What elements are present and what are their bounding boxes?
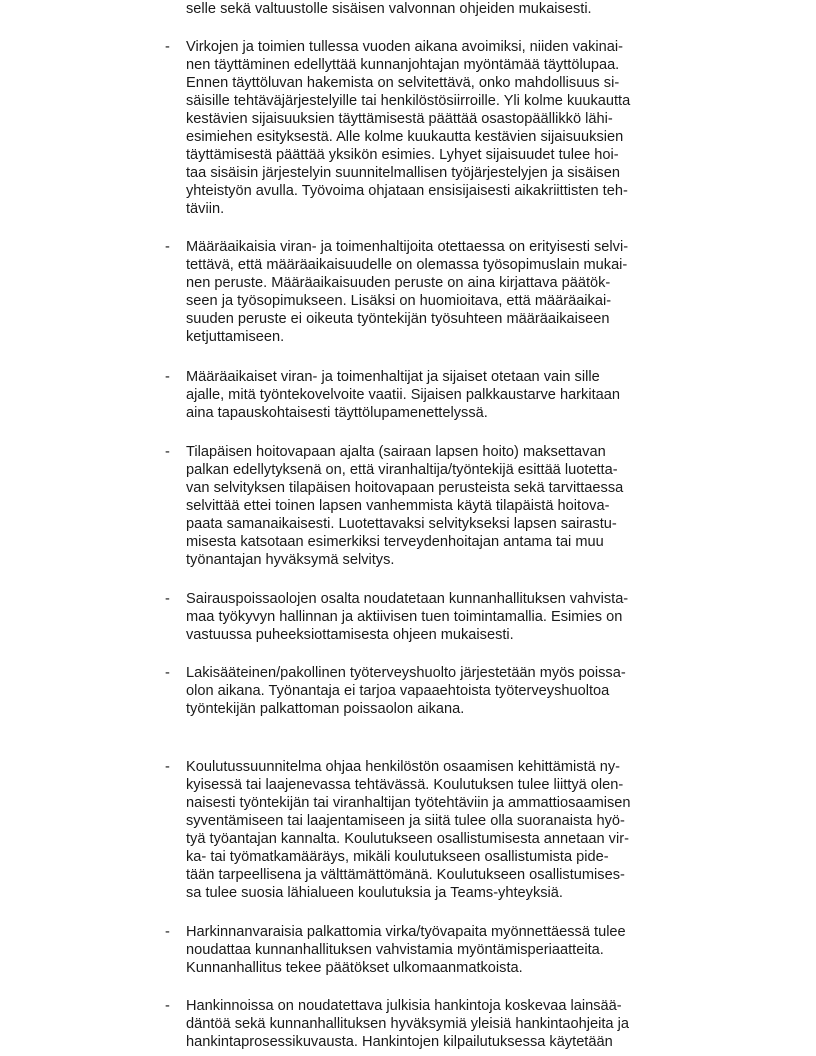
text-line: Virkojen ja toimien tullessa vuoden aikana avoimiksi, niiden vakinai- — [186, 39, 623, 55]
text-line: ketjuttamiseen. — [186, 329, 285, 345]
text-line: suuden peruste ei oikeuta työntekijän työsuhteen määräaikaiseen — [186, 311, 610, 327]
text-line: Kunnanhallitus tekee päätökset ulkomaanmatkoista. — [186, 960, 523, 976]
text-line: nen peruste. Määräaikaisuuden peruste on aina kirjattava päätök- — [186, 275, 611, 291]
paragraph-text — [186, 0, 686, 18]
text-line: tettävä, että määräaikaisuudelle on olemassa työsopimuslain mukai- — [186, 257, 628, 273]
list-item-text — [186, 443, 686, 569]
text-line: tään tarpeellisena ja välttämättömänä. Koulutukseen osallistumises- — [186, 867, 625, 883]
list-item-text — [186, 997, 686, 1051]
text-line: selle sekä valtuustolle sisäisen valvonnan ohjeiden mukaisesti. — [186, 1, 592, 17]
text-line: Lakisääteinen/pakollinen työterveyshuolto järjestetään myös poissa- — [186, 665, 626, 681]
text-line: olon aikana. Työnantaja ei tarjoa vapaaehtoista työterveyshuoltoa — [186, 683, 610, 699]
text-line: syventämiseen tai laajentamiseen ja siitä tulee olla suoranaista hyö- — [186, 813, 625, 829]
list-item-text — [186, 590, 686, 644]
list-item-text — [186, 664, 686, 718]
text-line: Ennen täyttöluvan hakemista on selvitettävä, onko mahdollisuus si- — [186, 75, 620, 91]
text-line: aina tapauskohtaisesti täyttölupamenettelyssä. — [186, 405, 488, 421]
text-line: Tilapäisen hoitovapaan ajalta (sairaan lapsen hoito) maksettavan — [186, 444, 606, 460]
text-line: misesta katsotaan esimerkiksi terveydenhoitajan antama tai muu — [186, 534, 604, 550]
text-line: yhteistyön avulla. Työvoima ohjataan ensisijaisesti aikakriittisten teh- — [186, 183, 628, 199]
bullet-dash: - — [165, 759, 170, 775]
text-line: selvittää ettei toinen lapsen vanhemmista käytä tilapäistä hoitova- — [186, 498, 610, 514]
text-line: työnantajan hyväksymä selvitys. — [186, 552, 395, 568]
bullet-dash: - — [165, 239, 170, 255]
list-item-text — [186, 238, 686, 346]
list-item-text — [186, 923, 686, 977]
text-line: ajalle, mitä työntekovelvoite vaatii. Sijaisen palkkaustarve harkitaan — [186, 387, 620, 403]
list-item-text — [186, 368, 686, 422]
text-line: palkan edellytyksenä on, että viranhaltija/työntekijä esittää luotetta- — [186, 462, 618, 478]
text-line: Harkinnanvaraisia palkattomia virka/työvapaita myönnettäessä tulee — [186, 924, 626, 940]
text-line: Koulutussuunnitelma ohjaa henkilöstön osaamisen kehittämistä ny- — [186, 759, 621, 775]
text-line: ka- tai työmatkamääräys, mikäli koulutukseen osallistumista pide- — [186, 849, 609, 865]
text-line: Määräaikaiset viran- ja toimenhaltijat ja sijaiset otetaan vain sille — [186, 369, 600, 385]
bullet-dash: - — [165, 665, 170, 681]
text-line: Määräaikaisia viran- ja toimenhaltijoita otettaessa on erityisesti selvi- — [186, 239, 629, 255]
text-line: naisesti työntekijän tai viranhaltijan työtehtäviin ja ammattiosaamisen — [186, 795, 631, 811]
text-line: taa sisäisin järjestelyin suunnitelmallisen työjärjestelyjen ja sisäisen — [186, 165, 620, 181]
text-line: kyisessä tai laajenevassa tehtävässä. Koulutuksen tulee liittyä olen- — [186, 777, 624, 793]
text-line: vastuussa puheeksiottamisesta ohjeen mukaisesti. — [186, 627, 514, 643]
text-line: seen ja työsopimukseen. Lisäksi on huomioitava, että määräaikai- — [186, 293, 612, 309]
text-line: täviin. — [186, 201, 225, 217]
text-line: Sairauspoissaolojen osalta noudatetaan kunnanhallituksen vahvista- — [186, 591, 629, 607]
bullet-dash: - — [165, 444, 170, 460]
text-line: sa tulee suosia lähialueen koulutuksia ja Teams-yhteyksiä. — [186, 885, 563, 901]
bullet-dash: - — [165, 591, 170, 607]
text-line: noudattaa kunnanhallituksen vahvistamia myöntämisperiaatteita. — [186, 942, 604, 958]
text-line: van selvityksen tilapäisen hoitovapaan perusteista sekä tarvittaessa — [186, 480, 624, 496]
text-line: tyä työantajan kannalta. Koulutukseen osallistumisesta annetaan vir- — [186, 831, 629, 847]
text-line: däntöä sekä kunnanhallituksen hyväksymiä yleisiä hankintaohjeita ja — [186, 1016, 629, 1032]
text-line: Hankinnoissa on noudatettava julkisia hankintoja koskevaa lainsää- — [186, 998, 622, 1014]
text-line: hankintaprosessikuvausta. Hankintojen kilpailutuksessa käytetään — [186, 1034, 613, 1050]
text-line: kestävien sijaisuuksien täyttämisestä päättää osastopäällikkö lähi- — [186, 111, 613, 127]
bullet-dash: - — [165, 924, 170, 940]
bullet-dash: - — [165, 369, 170, 385]
list-item-text — [186, 758, 686, 902]
text-line: maa työkyvyn hallinnan ja aktiivisen tuen toimintamallia. Esimies on — [186, 609, 623, 625]
text-line: paata samanaikaisesti. Luotettavaksi selvitykseksi lapsen sairastu- — [186, 516, 617, 532]
bullet-dash: - — [165, 998, 170, 1014]
bullet-dash: - — [165, 39, 170, 55]
text-line: esimiehen esityksestä. Alle kolme kuukautta kestävien sijaisuuksien — [186, 129, 624, 145]
list-item-text — [186, 38, 686, 218]
text-line: työntekijän palkattoman poissaolon aikana. — [186, 701, 465, 717]
text-line: säisille tehtäväjärjestelyille tai henkilöstösiirroille. Yli kolme kuukautta — [186, 93, 631, 109]
text-line: täyttämisestä päättää yksikön esimies. Lyhyet sijaisuudet tulee hoi- — [186, 147, 619, 163]
text-line: nen täyttäminen edellyttää kunnanjohtajan myöntämää täyttölupaa. — [186, 57, 620, 73]
